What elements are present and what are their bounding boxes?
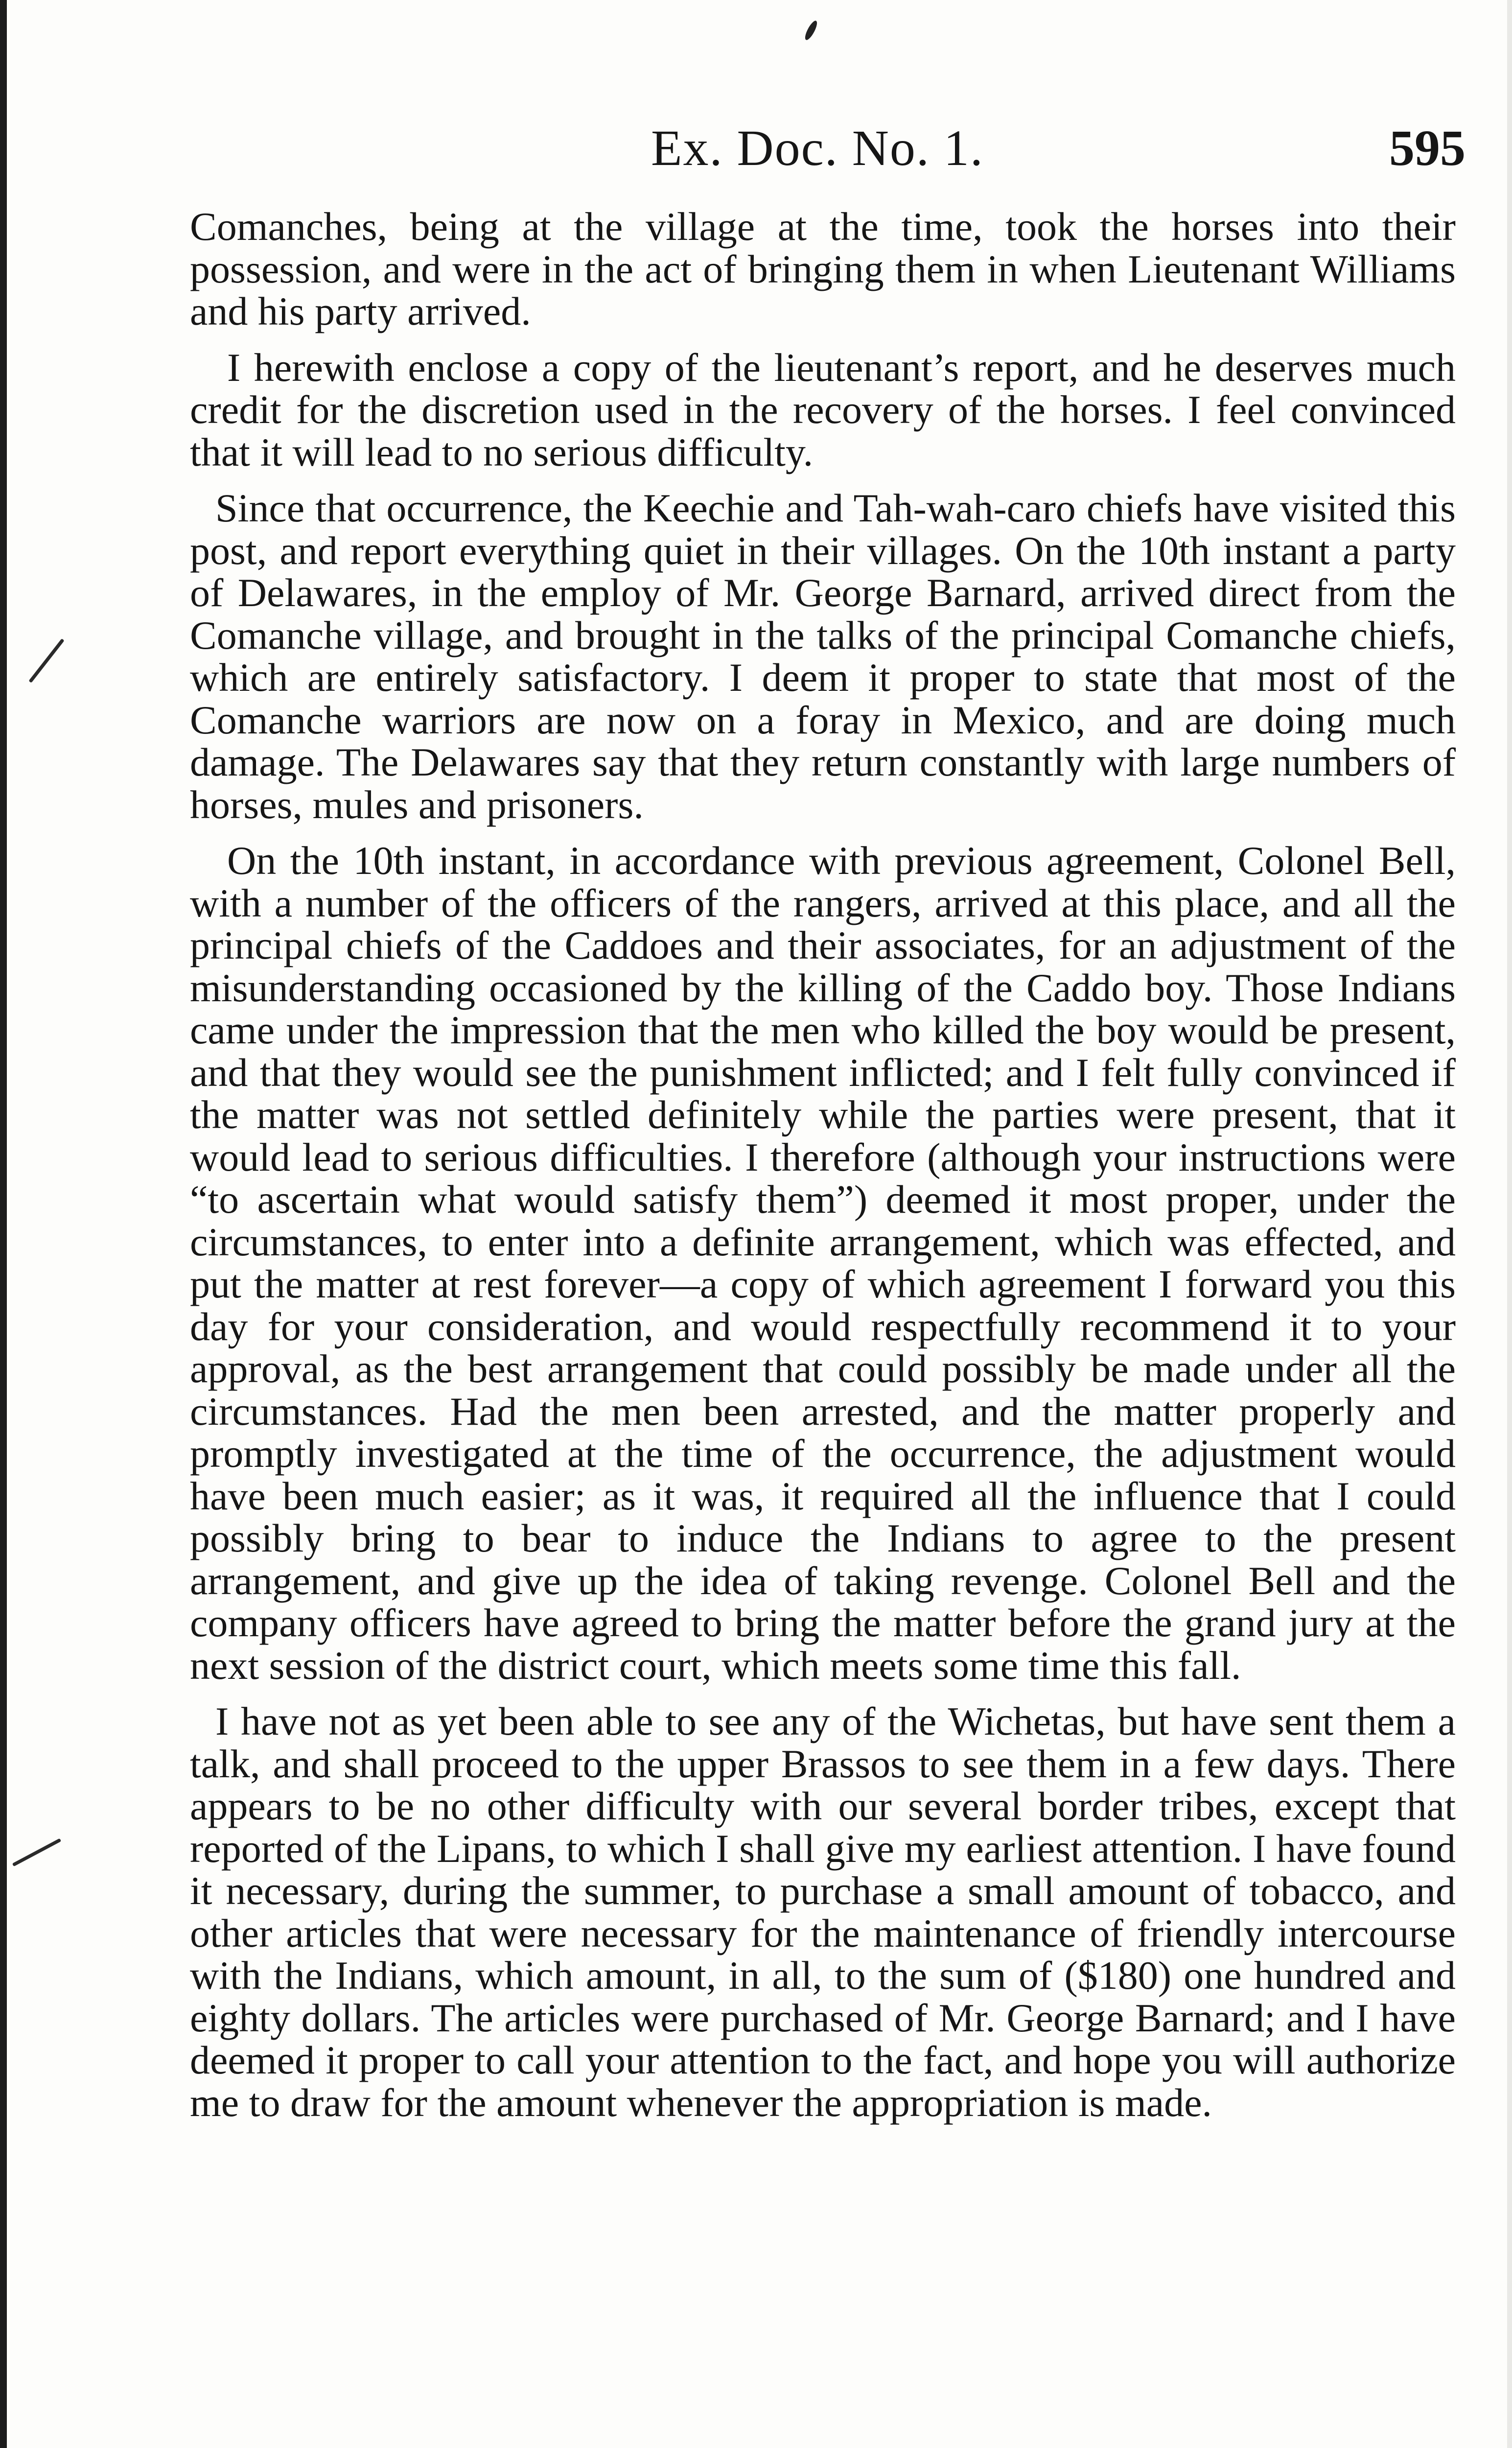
paragraph-4: On the 10th instant, in accordance with previous agreement, Colonel Bell, with a number of the officers of the rangers, arrived at this place, and all the principal chiefs of the Caddoes and their associates, for an adjustment of the misunderstanding occasioned by the killing of the Caddo boy. Those Indians came under the impression that the men who killed the boy would be present, and that they would see the punishment inflicted; and I felt fully convinced if the matter was not settled definitely while the parties were present, that it would lead to serious difficulties. I therefore (although your instructions were “to ascertain what would satisfy them”) deemed it most proper, under the circumstances, to enter into a definite arrangement, which was effected, and put the matter at rest forever—a copy of which agreement I forward you this day for your consideration, and would respectfully recommend it to your approval, as the best arrangement that could possibly be made under all the circumstances. Had the men been arrested, and the matter properly and promptly investigated at the time of the occurrence, the adjustment would have been much easier; as it was, it required all the influence that I could possibly bring to bear to induce the Indians to agree to the present arrangement, and give up the idea of taking revenge. Colonel Bell and the company officers have agreed to bring the matter before the grand jury at the next session of the district court, which meets some time this fall. <box>190 838 1456 1688</box>
paragraph-1: Comanches, being at the village at the time, took the horses into their possession, and were in the act of bringing them in when Lieutenant Williams and his party arrived. <box>190 204 1456 333</box>
ink-mark <box>803 19 819 41</box>
page-right-edge <box>1507 0 1512 2448</box>
paragraph-5: I have not as yet been able to see any of the Wichetas, but have sent them a talk, and shall proceed to the upper Brassos to see them in a few days. There appears to be no other difficulty with our several border tribes, except that reported of the Lipans, to which I shall give my earliest attention. I have found it necessary, during the summer, to purchase a small amount of tobacco, and other articles that were necessary for the maintenance of friendly intercourse with the Indians, which amount, in all, to the sum of ($180) one hundred and eighty dollars. The articles were purchased of Mr. George Barnard; and I have deemed it proper to call your attention to the fact, and hope you will authorize me to draw for the amount whenever the appropriation is made. <box>190 1699 1456 2125</box>
margin-pencil-mark <box>28 638 64 683</box>
page-left-edge <box>0 0 7 2448</box>
margin-pencil-mark <box>12 1838 61 1867</box>
page-number: 595 <box>1389 120 1465 176</box>
paragraph-3: Since that occurrence, the Keechie and Tah-wah-caro chiefs have visited this post, and report everything quiet in their villages. On the 10th instant a party of Delawares, in the employ of Mr. George Barnard, arrived direct from the Comanche village, and brought in the talks of the principal Comanche chiefs, which are entirely satisfactory. I deem it proper to state that most of the Comanche warriors are now on a foray in Mexico, and are doing much damage. The Delawares say that they return constantly with large numbers of horses, mules and prisoners. <box>190 486 1456 827</box>
body-text <box>190 206 1456 2138</box>
page-header <box>0 112 1512 185</box>
running-head: Ex. Doc. No. 1. <box>651 120 984 176</box>
paragraph-2: I herewith enclose a copy of the lieutenant’s report, and he deserves much credit for the discretion used in the recovery of the horses. I feel convinced that it will lead to no serious difficulty. <box>190 345 1456 474</box>
